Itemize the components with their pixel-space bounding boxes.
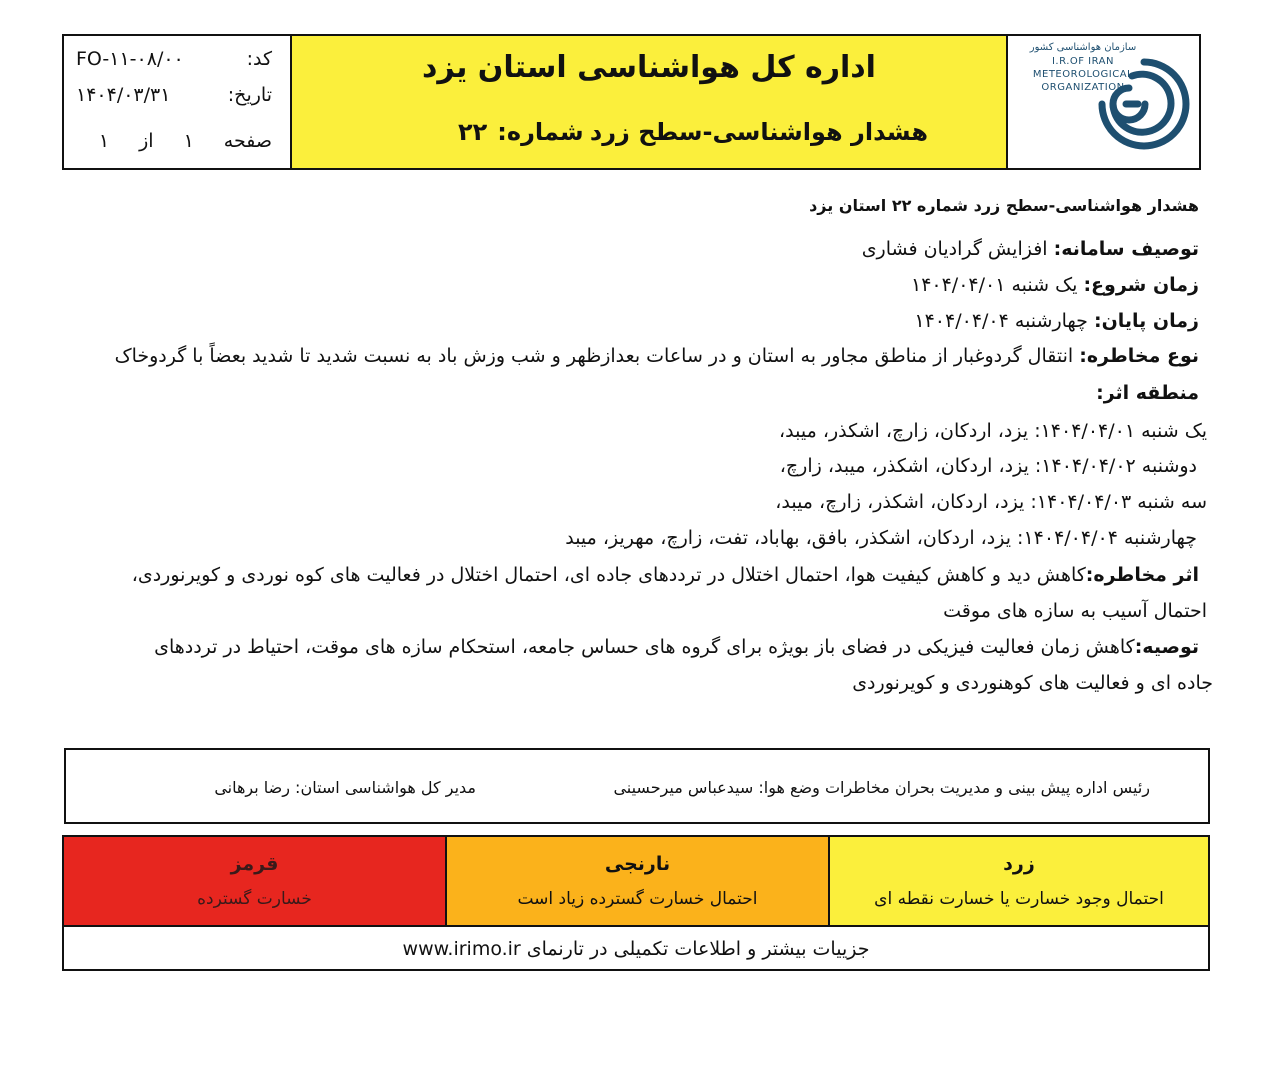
title-block bbox=[292, 36, 1008, 168]
hazard-label: نوع مخاطره: bbox=[1079, 345, 1199, 367]
end-label: زمان پایان: bbox=[1093, 310, 1199, 332]
date-row bbox=[76, 84, 272, 106]
end-time bbox=[914, 310, 1199, 332]
logo-text-en-3: ORGANIZATION bbox=[1041, 82, 1125, 93]
start-value: یک شنبه ۱۴۰۴/۰۴/۰۱ bbox=[910, 274, 1084, 296]
start-label: زمان شروع: bbox=[1083, 274, 1199, 296]
warning-level-legend bbox=[62, 835, 1210, 971]
level-yellow-name: زرد bbox=[1003, 853, 1035, 875]
warning-title: هشدار هواشناسی-سطح زرد bbox=[589, 118, 928, 146]
start-time bbox=[911, 274, 1199, 296]
effect-line-2: احتمال آسیب به سازه های موقت bbox=[943, 600, 1207, 622]
forecast-head-signature: رئیس اداره پیش بینی و مدیریت بحران مخاطرات وضع هوا: سیدعباس میرحسینی bbox=[613, 778, 1150, 797]
warning-number bbox=[458, 118, 584, 146]
recommendation bbox=[154, 636, 1199, 658]
org-title: اداره کل هواشناسی استان یزد bbox=[422, 50, 876, 85]
level-orange-name: نارنجی bbox=[604, 853, 671, 875]
effect-label: اثر مخاطره: bbox=[1085, 564, 1199, 586]
hazard-type bbox=[115, 345, 1199, 367]
hazard-value: انتقال گردوغبار از مناطق مجاور به استان و در ساعات بعدازظهر و شب وزش باد به نسبت شدید تا شدید بعضاً با گردوخاک bbox=[114, 345, 1080, 367]
area-line-day3: سه شنبه ۱۴۰۴/۰۴/۰۳: یزد، اردکان، اشکذر، زارچ، میبد، bbox=[775, 491, 1207, 513]
page-number: ۱ bbox=[183, 130, 194, 152]
director-signature: مدیر کل هواشناسی استان: رضا برهانی bbox=[214, 778, 476, 797]
level-red-name: قرمز bbox=[230, 853, 279, 875]
document-header bbox=[62, 34, 1201, 170]
advice-label: توصیه: bbox=[1134, 636, 1199, 658]
code-row bbox=[76, 48, 272, 70]
logo-text-en-1: I.R.OF IRAN bbox=[1051, 56, 1114, 67]
number-value: ۲۲ bbox=[458, 118, 488, 146]
logo-text-fa: سازمان هواشناسی کشور bbox=[1029, 42, 1137, 53]
level-red bbox=[64, 837, 447, 925]
page-of: از bbox=[139, 130, 154, 152]
end-value: چهارشنبه ۱۴۰۴/۰۴/۰۴ bbox=[914, 310, 1094, 332]
level-yellow bbox=[830, 837, 1208, 925]
system-description bbox=[862, 238, 1199, 260]
advice-line-1: کاهش زمان فعالیت فیزیکی در فضای باز بویژه برای گروه های حساس جامعه، استحکام سازه های موقت، احتیاط در ترددهای bbox=[154, 636, 1135, 658]
code-label: کد: bbox=[246, 48, 272, 70]
system-value: افزایش گرادیان فشاری bbox=[861, 238, 1054, 260]
footer-text: جزییات بیشتر و اطلاعات تکمیلی در تارنمای bbox=[526, 938, 870, 960]
number-label: شماره: bbox=[497, 118, 584, 146]
effect-line-1: کاهش دید و کاهش کیفیت هوا، احتمال اختلال در ترددهای جاده ای، احتمال اختلال در فعالیت های کوه نوردی و کویرنوردی، bbox=[131, 564, 1086, 586]
level-red-desc: خسارت گسترده bbox=[197, 889, 312, 909]
code-value: FO-۱۱-۰۸/۰۰ bbox=[76, 48, 184, 70]
warning-subtitle: هشدار هواشناسی-سطح زرد شماره ۲۲ استان یزد bbox=[809, 196, 1199, 215]
website-link[interactable]: www.irimo.ir bbox=[402, 938, 521, 960]
system-label: توصیف سامانه: bbox=[1053, 238, 1199, 260]
page-total: ۱ bbox=[98, 130, 110, 152]
meteorological-organization-logo-icon bbox=[1008, 36, 1203, 168]
footer-info bbox=[64, 927, 1208, 971]
date-label: تاریخ: bbox=[227, 84, 272, 106]
page-label: صفحه bbox=[223, 130, 272, 152]
hazard-effect bbox=[132, 564, 1199, 586]
page-row bbox=[76, 130, 272, 152]
affected-area-heading bbox=[1096, 382, 1199, 404]
document-meta bbox=[64, 36, 292, 168]
level-orange bbox=[447, 837, 830, 925]
level-orange-desc: احتمال خسارت گسترده زیاد است bbox=[517, 889, 758, 909]
level-row bbox=[64, 837, 1208, 927]
area-line-day2: دوشنبه ۱۴۰۴/۰۴/۰۲: یزد، اردکان، اشکذر، میبد، زارچ، bbox=[779, 455, 1197, 477]
advice-line-2: جاده ای و فعالیت های کوهنوردی و کویرنوردی bbox=[852, 672, 1213, 694]
level-yellow-desc: احتمال وجود خسارت یا خسارت نقطه ای bbox=[874, 889, 1164, 909]
signature-box bbox=[64, 748, 1210, 824]
date-value: ۱۴۰۴/۰۳/۳۱ bbox=[76, 84, 171, 106]
logo-block bbox=[1008, 36, 1199, 168]
area-label: منطقه اثر: bbox=[1096, 382, 1199, 404]
area-line-day4: چهارشنبه ۱۴۰۴/۰۴/۰۴: یزد، اردکان، اشکذر، بافق، بهاباد، تفت، زارچ، مهریز، میبد bbox=[565, 527, 1197, 549]
logo-text-en-2: METEOROLOGICAL bbox=[1032, 69, 1134, 80]
area-line-day1: یک شنبه ۱۴۰۴/۰۴/۰۱: یزد، اردکان، زارچ، اشکذر، میبد، bbox=[779, 420, 1207, 442]
